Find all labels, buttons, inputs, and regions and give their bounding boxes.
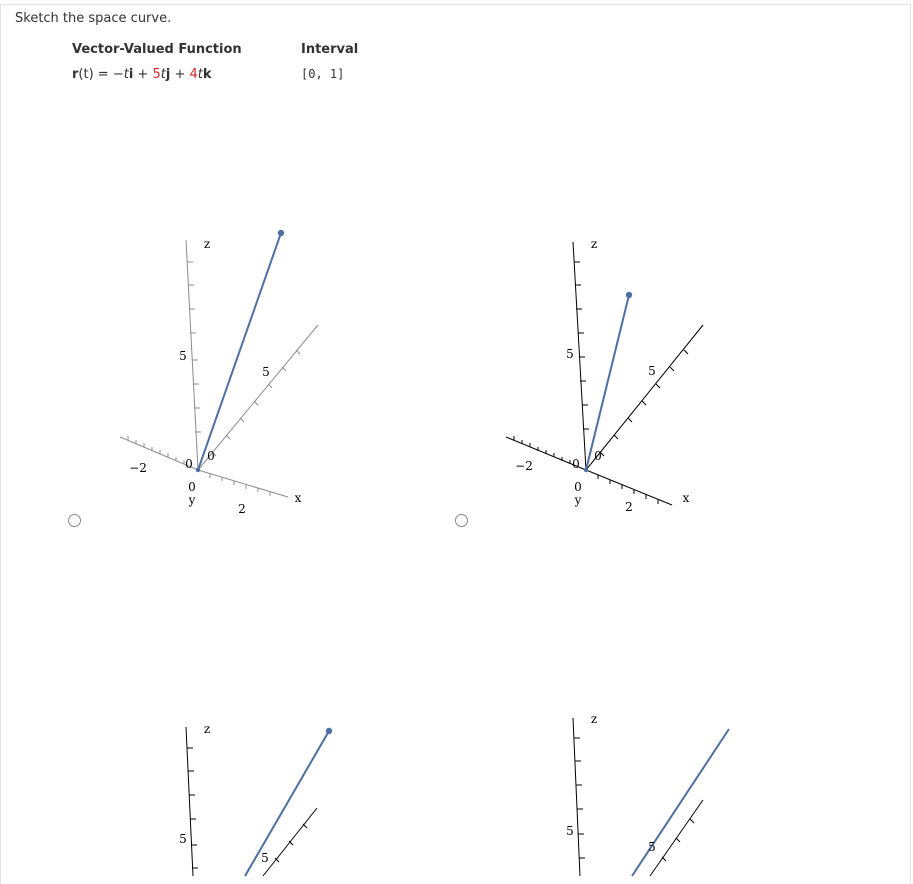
z-axis-ticks	[574, 262, 589, 429]
diagonal-axis-ticks	[275, 824, 307, 862]
question-prompt: Sketch the space curve.	[15, 11, 172, 26]
option-b-radio[interactable]	[455, 514, 468, 527]
y-tick-label-neg2: −2	[515, 459, 533, 473]
z-axis-ticks	[187, 262, 201, 432]
option-c-graph	[110, 715, 350, 876]
x-axis-ticks	[210, 474, 270, 496]
diagonal-axis-ticks	[662, 819, 694, 861]
option-a-graph	[110, 225, 340, 525]
vector-function: r(t) = −ti + 5tj + 4tk	[72, 67, 212, 82]
curve-endpoint	[278, 230, 284, 236]
diagonal-axis-ticks	[212, 350, 300, 456]
space-curve	[198, 233, 281, 470]
x-tick-label-2: 2	[238, 502, 246, 516]
diag-tick-label-5: 5	[262, 365, 270, 379]
y-axis-ticks	[128, 436, 184, 464]
y-axis-label: y	[574, 493, 582, 507]
z-axis-label: z	[203, 237, 211, 251]
option-a-radio[interactable]	[68, 514, 81, 527]
z-axis-label: z	[590, 712, 598, 726]
origin-label-y: 0	[572, 457, 580, 471]
origin-point	[584, 468, 588, 472]
diag-tick-label-5: 5	[648, 840, 656, 854]
z-axis	[573, 718, 580, 876]
y-axis-label: y	[188, 493, 196, 507]
origin-label-y: 0	[185, 457, 193, 471]
z-tick-label-5: 5	[179, 832, 187, 846]
x-axis-label: x	[682, 491, 690, 505]
origin-point	[196, 468, 200, 472]
function-column-header: Vector-Valued Function	[72, 42, 242, 57]
diagonal-axis-ticks	[600, 350, 688, 456]
y-tick-label-neg2: −2	[129, 461, 147, 475]
diag-tick-label-5: 5	[648, 364, 656, 378]
origin-label-z: 0	[594, 449, 602, 463]
z-axis	[186, 727, 193, 876]
z-tick-label-5: 5	[179, 349, 187, 363]
origin-label-z: 0	[207, 449, 215, 463]
z-axis-label: z	[203, 722, 211, 736]
diag-tick-label-5: 5	[261, 851, 269, 865]
z-axis-ticks	[187, 748, 198, 868]
option-b-graph	[500, 225, 730, 525]
y-zero-label: 0	[188, 480, 196, 494]
x-axis	[198, 470, 288, 497]
x-axis-label: x	[294, 491, 302, 505]
y-zero-label: 0	[574, 480, 582, 494]
diagonal-axis	[198, 325, 318, 470]
x-tick-label-2: 2	[625, 500, 633, 514]
interval-value: [0, 1]	[301, 67, 345, 81]
space-curve	[632, 729, 729, 876]
z-axis	[573, 242, 586, 470]
z-tick-label-5: 5	[566, 347, 574, 361]
curve-endpoint	[326, 728, 332, 734]
space-curve	[245, 731, 329, 876]
z-axis-ticks	[574, 738, 585, 858]
option-d-graph	[500, 705, 740, 876]
z-axis	[186, 240, 198, 470]
interval-column-header: Interval	[301, 42, 359, 57]
z-axis-label: z	[590, 237, 598, 251]
z-tick-label-5: 5	[566, 824, 574, 838]
curve-endpoint	[626, 292, 632, 298]
